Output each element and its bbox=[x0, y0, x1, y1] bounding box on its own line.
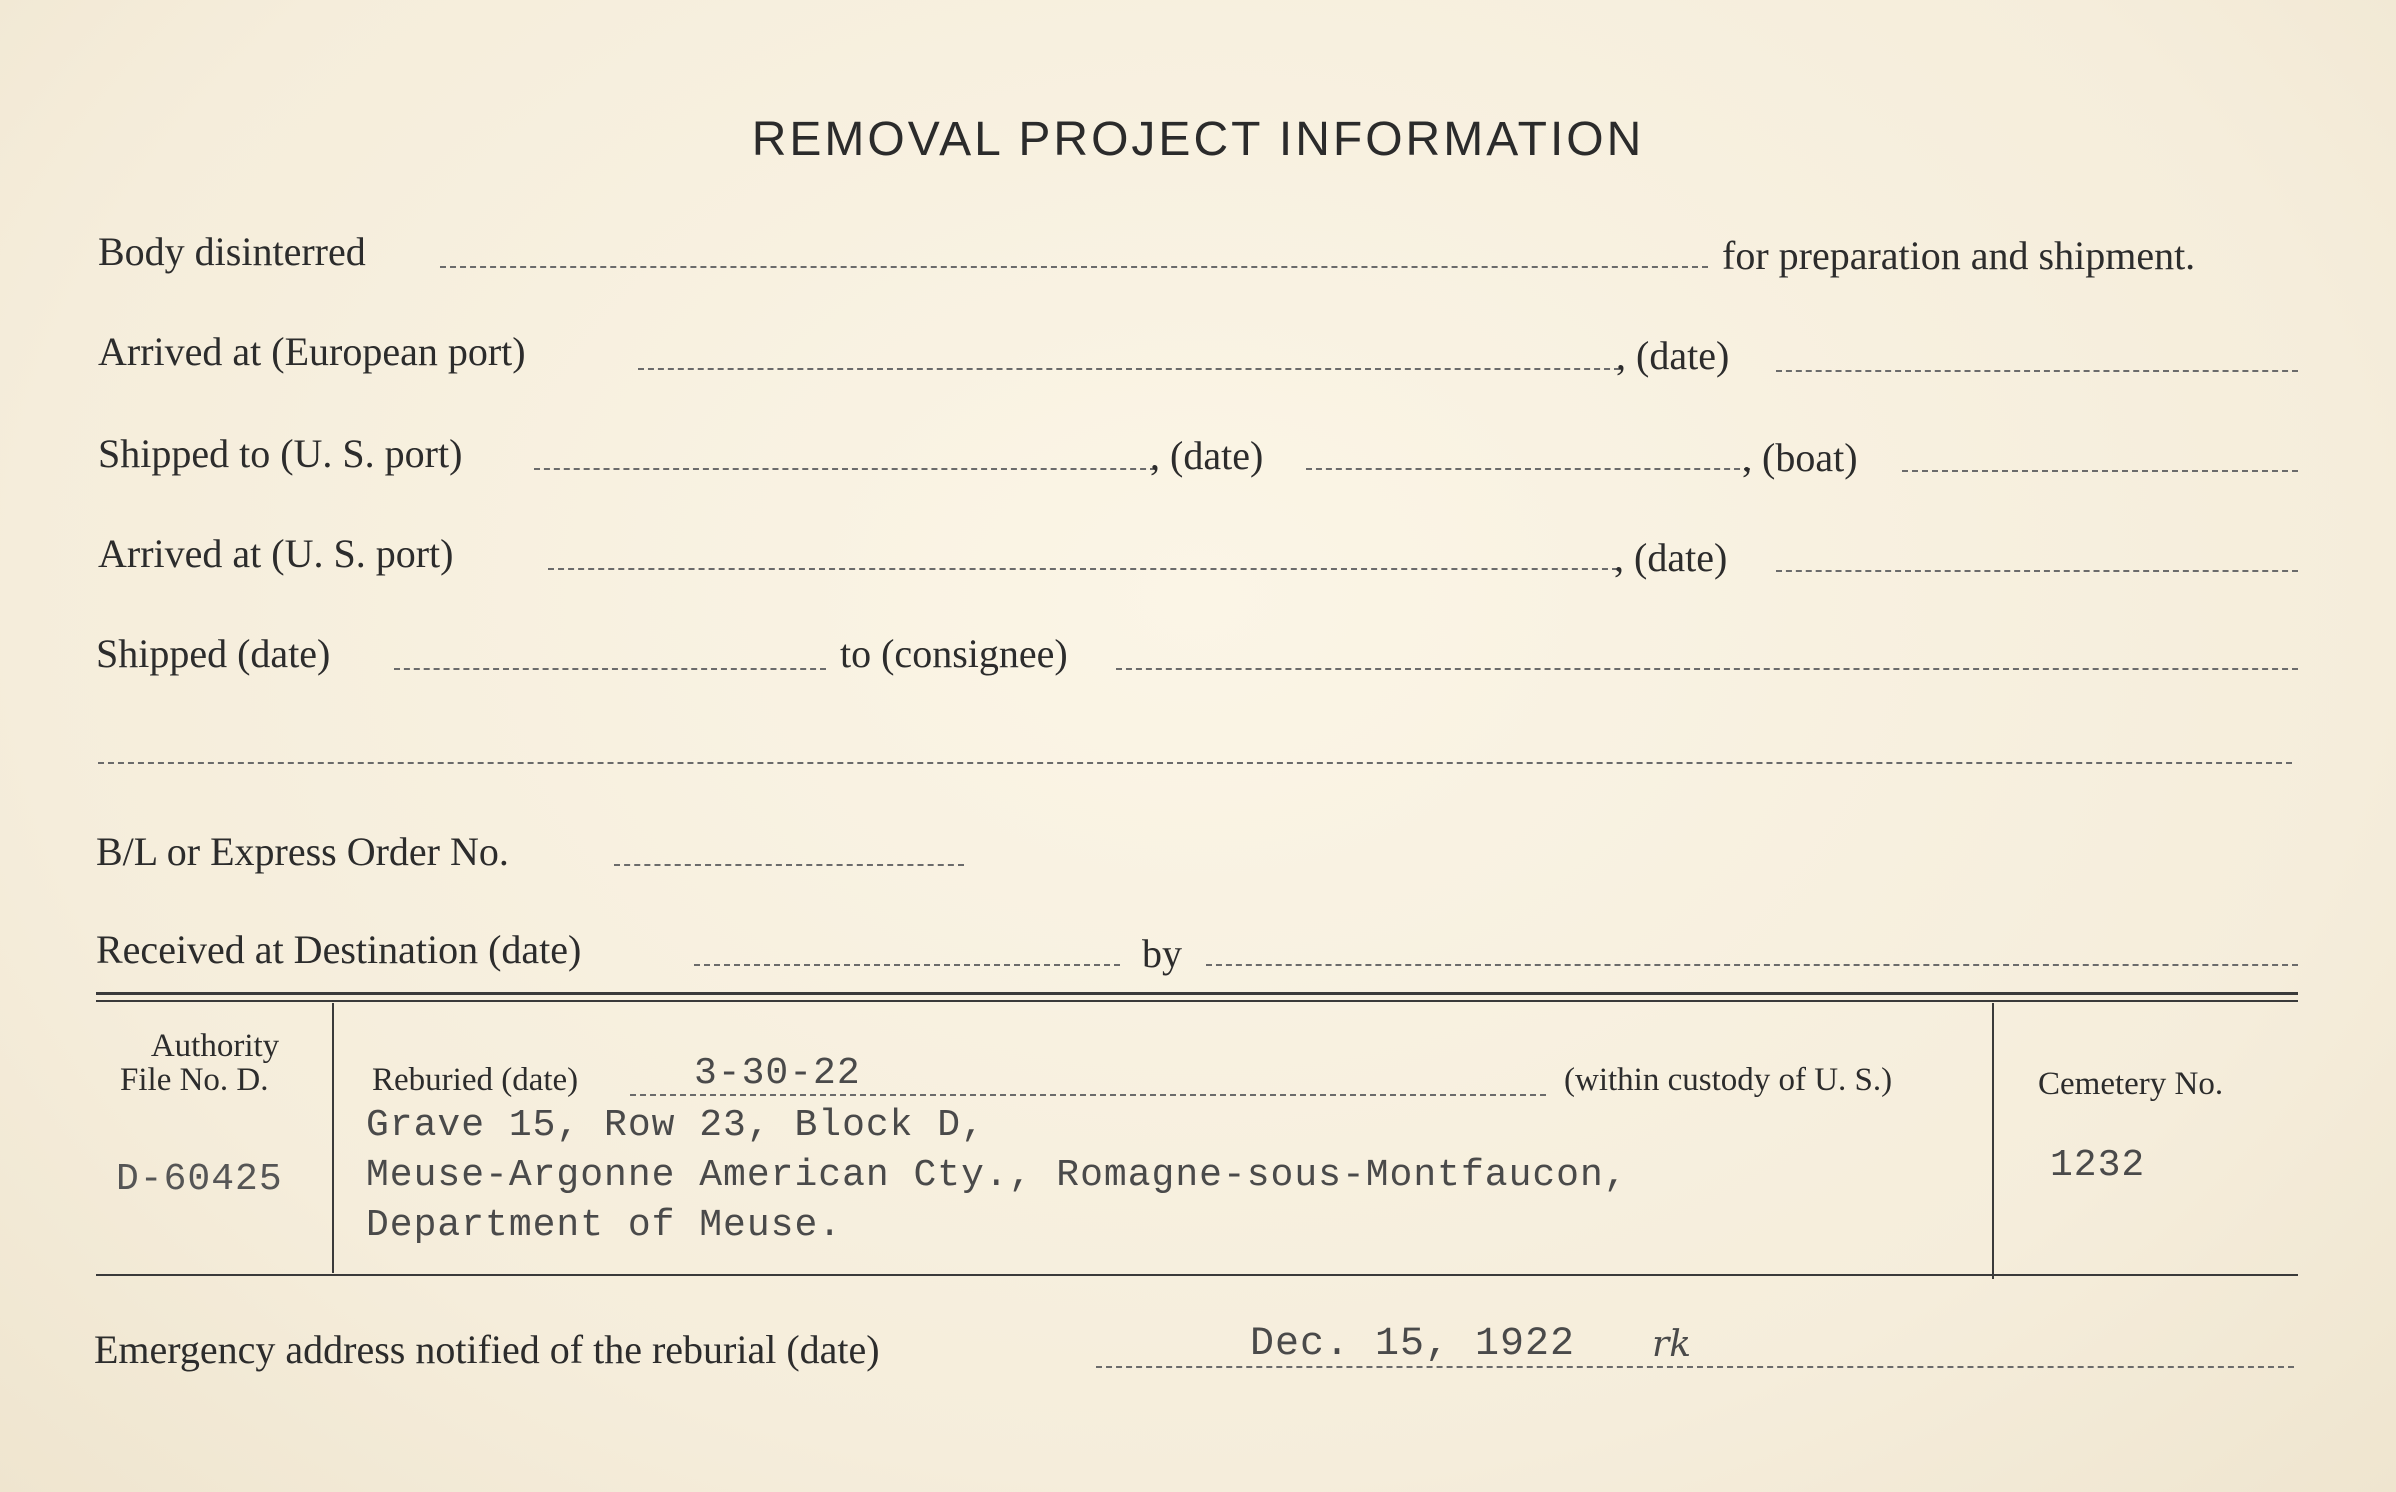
file-no-label: File No. D. bbox=[120, 1062, 269, 1098]
emergency-initials: rk bbox=[1652, 1324, 1692, 1365]
box-divider-right bbox=[1992, 1003, 1994, 1279]
authority-label: Authority bbox=[150, 1028, 280, 1064]
arrived-us-label: Arrived at (U. S. port) bbox=[98, 531, 454, 576]
custody-label: (within custody of U. S.) bbox=[1564, 1062, 1893, 1098]
cemetery-number: 1232 bbox=[2050, 1144, 2146, 1187]
by-label: by bbox=[1142, 931, 1182, 976]
emergency-date: Dec. 15, 1922 bbox=[1250, 1322, 1576, 1367]
by-line bbox=[1206, 964, 2298, 966]
boat-label: , (boat) bbox=[1742, 435, 1858, 480]
grave-line-2: Meuse-Argonne American Cty., Romagne-sous-Montfaucon, bbox=[366, 1154, 1628, 1197]
boat-line bbox=[1902, 470, 2298, 472]
file-number: D-60425 bbox=[116, 1158, 283, 1201]
date-line-3 bbox=[1776, 570, 2298, 572]
cemetery-label: Cemetery No. bbox=[2038, 1066, 2224, 1102]
shipped-us-label: Shipped to (U. S. port) bbox=[98, 431, 463, 476]
body-disinterred-line bbox=[440, 266, 1708, 268]
arrived-european-line bbox=[638, 368, 1620, 370]
date-label-3: , (date) bbox=[1614, 535, 1728, 580]
blank-line bbox=[98, 762, 2292, 764]
box-top-rule-2 bbox=[96, 1000, 2298, 1002]
card-title: REMOVAL PROJECT INFORMATION bbox=[751, 113, 1645, 166]
consignee-line bbox=[1116, 668, 2298, 670]
shipped-date-line bbox=[394, 668, 826, 670]
reburied-line bbox=[630, 1094, 1546, 1096]
shipped-us-line bbox=[534, 468, 1156, 470]
body-disinterred-label: Body disinterred bbox=[98, 229, 366, 274]
arrived-us-line bbox=[548, 568, 1618, 570]
date-line-1 bbox=[1776, 370, 2298, 372]
for-preparation-label: for preparation and shipment. bbox=[1722, 233, 2196, 278]
date-line-2 bbox=[1306, 468, 1750, 470]
to-consignee-label: to (consignee) bbox=[840, 631, 1068, 676]
grave-line-1: Grave 15, Row 23, Block D, bbox=[366, 1104, 985, 1147]
bl-order-line bbox=[614, 864, 964, 866]
arrived-european-label: Arrived at (European port) bbox=[98, 329, 526, 374]
reburied-date: 3-30-22 bbox=[694, 1052, 861, 1095]
box-bottom-rule bbox=[96, 1274, 2298, 1276]
reburied-label: Reburied (date) bbox=[372, 1062, 579, 1098]
box-top-rule-1 bbox=[96, 992, 2298, 995]
emergency-label: Emergency address notified of the reburial (date) bbox=[94, 1327, 880, 1372]
received-dest-label: Received at Destination (date) bbox=[96, 927, 582, 972]
bl-order-label: B/L or Express Order No. bbox=[96, 829, 509, 874]
date-label-2: , (date) bbox=[1150, 433, 1264, 478]
date-label-1: , (date) bbox=[1616, 333, 1730, 378]
shipped-date-label: Shipped (date) bbox=[96, 631, 331, 676]
received-dest-line bbox=[694, 964, 1120, 966]
grave-line-3: Department of Meuse. bbox=[366, 1204, 843, 1247]
